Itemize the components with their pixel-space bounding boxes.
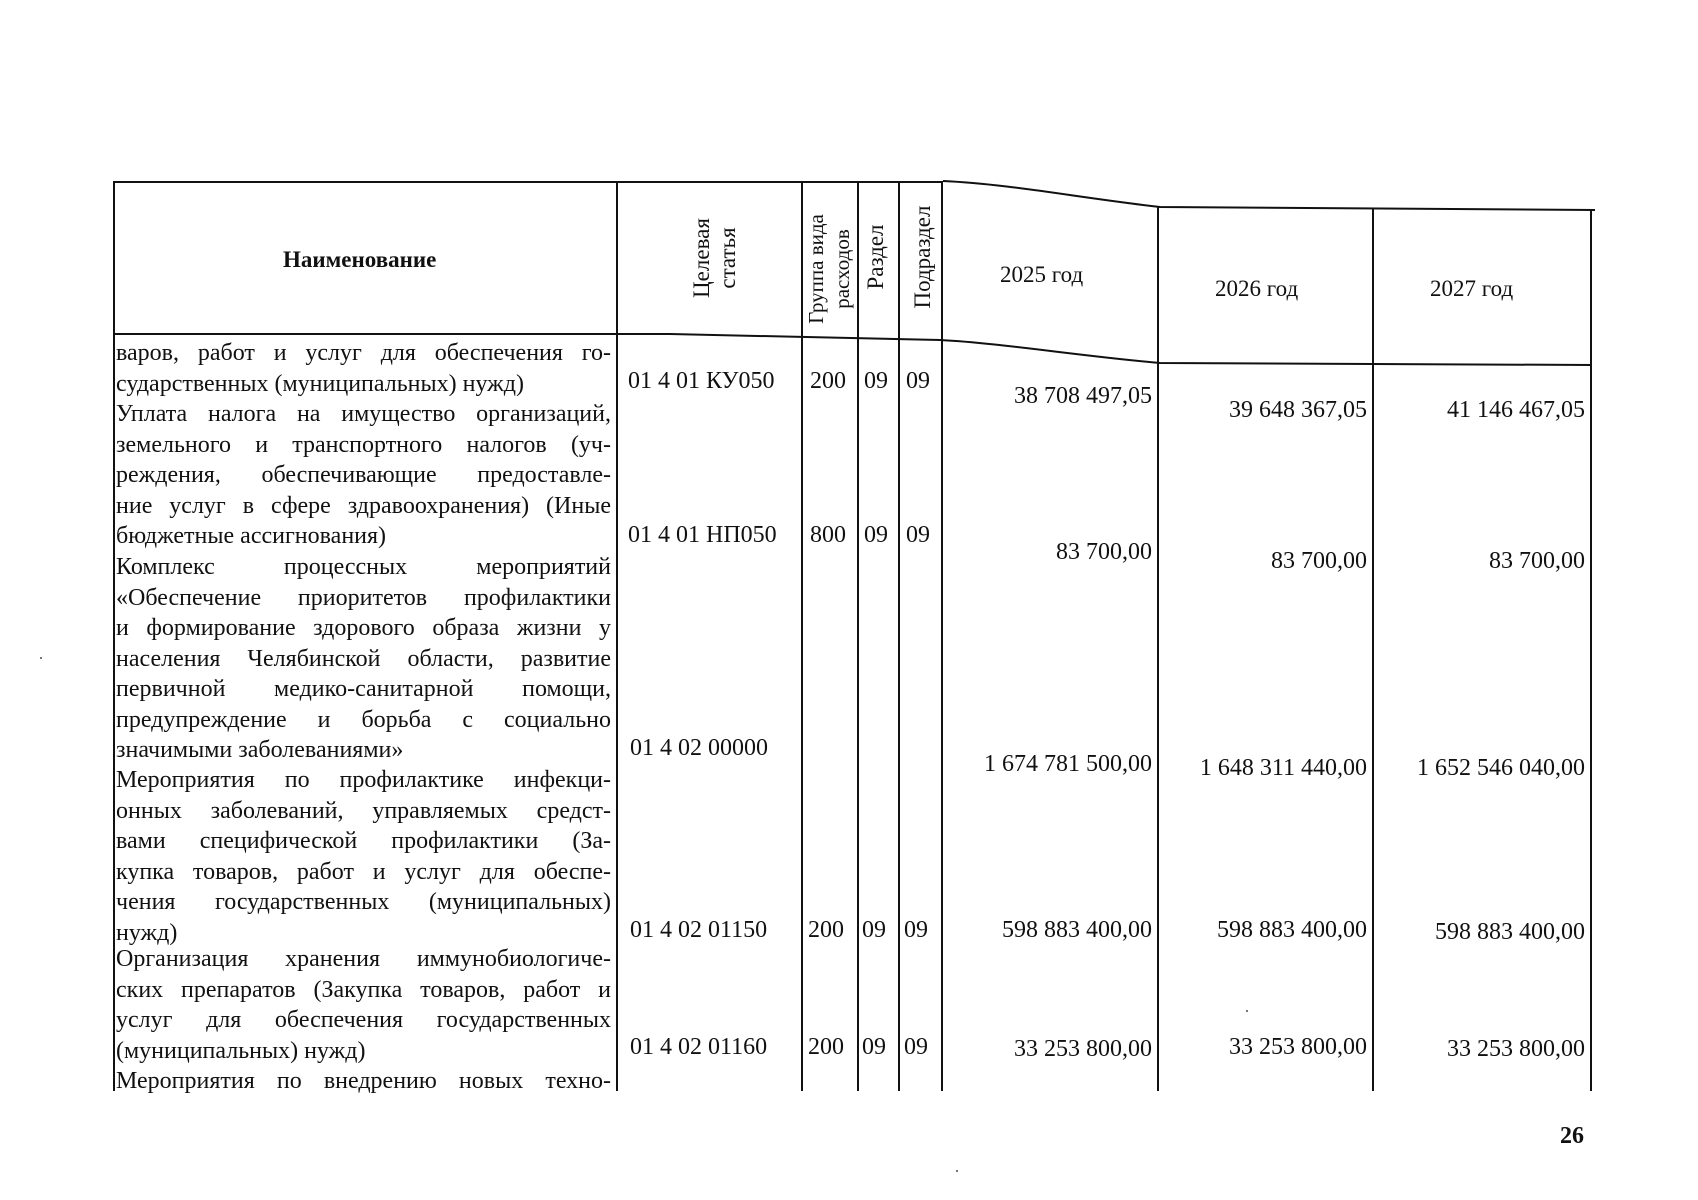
row-group: 200	[808, 1034, 844, 1060]
row-name: Мероприятия по профилактике инфекци- онных заболеваний, управляемых средст- вами специфической профилактики (За- купка товаров, работ и услуг для обеспе- чения государственных (муниципальных) нужд)	[116, 767, 611, 946]
header-year-2026: 2026 год	[1215, 276, 1299, 301]
row-2026: 83 700,00	[1271, 548, 1367, 574]
row-group: 200	[810, 368, 846, 394]
row-name: Комплекс процессных мероприятий «Обеспечение приоритетов профилактики и формирование здорового образа жизни у населения Челябинской области, развитие первичной медико-санитарной помощи, предупреждение и борьба с социально значимыми заболеваниями»	[116, 554, 611, 763]
row-2025: 33 253 800,00	[1014, 1036, 1152, 1062]
row-section: 09	[862, 1034, 886, 1060]
row-2027: 33 253 800,00	[1447, 1036, 1585, 1062]
row-code: 01 4 01 НП050	[628, 522, 777, 548]
row-section: 09	[864, 522, 888, 548]
header-year-2025: 2025 год	[1000, 262, 1084, 287]
header-subsection: Подраздел	[910, 205, 935, 309]
col-border-4	[898, 181, 900, 1091]
row-code: 01 4 01 КУ050	[628, 368, 775, 394]
row-name: Организация хранения иммунобиологиче- ских препаратов (Закупка товаров, работ и услуг для обеспечения государственных (муниципальных) нужд)	[116, 946, 611, 1064]
row-group: 800	[810, 522, 846, 548]
row-2027: 598 883 400,00	[1435, 919, 1585, 945]
col-border-1	[616, 181, 618, 1091]
row-section: 09	[862, 917, 886, 943]
row-name: Мероприятия по внедрению новых техно-	[116, 1068, 611, 1094]
scan-speck	[956, 1170, 958, 1172]
header-expense-group: Группа вида расходов	[804, 214, 854, 324]
row-subsection: 09	[904, 917, 928, 943]
row-2026: 598 883 400,00	[1217, 917, 1367, 943]
row-2025: 1 674 781 500,00	[984, 751, 1152, 777]
row-2027: 1 652 546 040,00	[1417, 755, 1585, 781]
row-subsection: 09	[904, 1034, 928, 1060]
row-2025: 38 708 497,05	[1014, 383, 1152, 409]
col-border-left	[113, 181, 115, 1091]
header-name: Наименование	[283, 247, 437, 272]
row-group: 200	[808, 917, 844, 943]
row-2026: 1 648 311 440,00	[1199, 755, 1367, 781]
col-border-5	[941, 181, 943, 1091]
row-name: Уплата налога на имущество организаций, земельного и транспортного налогов (уч- реждения, обеспечивающие предоставле- ние услуг в сфере здравоохранения) (Иные бюджетные ассигнования)	[116, 401, 611, 549]
row-2026: 39 648 367,05	[1229, 397, 1367, 423]
header-target-article: Целевая статья	[689, 218, 740, 298]
page-number: 26	[1560, 1123, 1584, 1149]
row-code: 01 4 02 01160	[630, 1034, 768, 1060]
header-year-2027: 2027 год	[1430, 276, 1514, 301]
row-code: 01 4 02 01150	[630, 917, 768, 943]
row-2025: 598 883 400,00	[1002, 917, 1152, 943]
row-section: 09	[864, 368, 888, 394]
row-2025: 83 700,00	[1056, 539, 1152, 565]
col-border-3	[857, 181, 859, 1091]
row-2027: 41 146 467,05	[1447, 397, 1585, 423]
scan-speck	[1246, 1010, 1248, 1012]
row-2026: 33 253 800,00	[1229, 1034, 1367, 1060]
col-border-right	[1590, 210, 1592, 1091]
col-border-6	[1157, 206, 1159, 1091]
row-code: 01 4 02 00000	[630, 735, 768, 761]
row-subsection: 09	[906, 522, 930, 548]
row-name: варов, работ и услуг для обеспечения го- сударственных (муниципальных) нужд)	[116, 340, 611, 397]
col-border-7	[1372, 208, 1374, 1091]
scan-speck	[40, 657, 42, 659]
header-section: Раздел	[863, 224, 888, 290]
row-2027: 83 700,00	[1489, 548, 1585, 574]
row-subsection: 09	[906, 368, 930, 394]
